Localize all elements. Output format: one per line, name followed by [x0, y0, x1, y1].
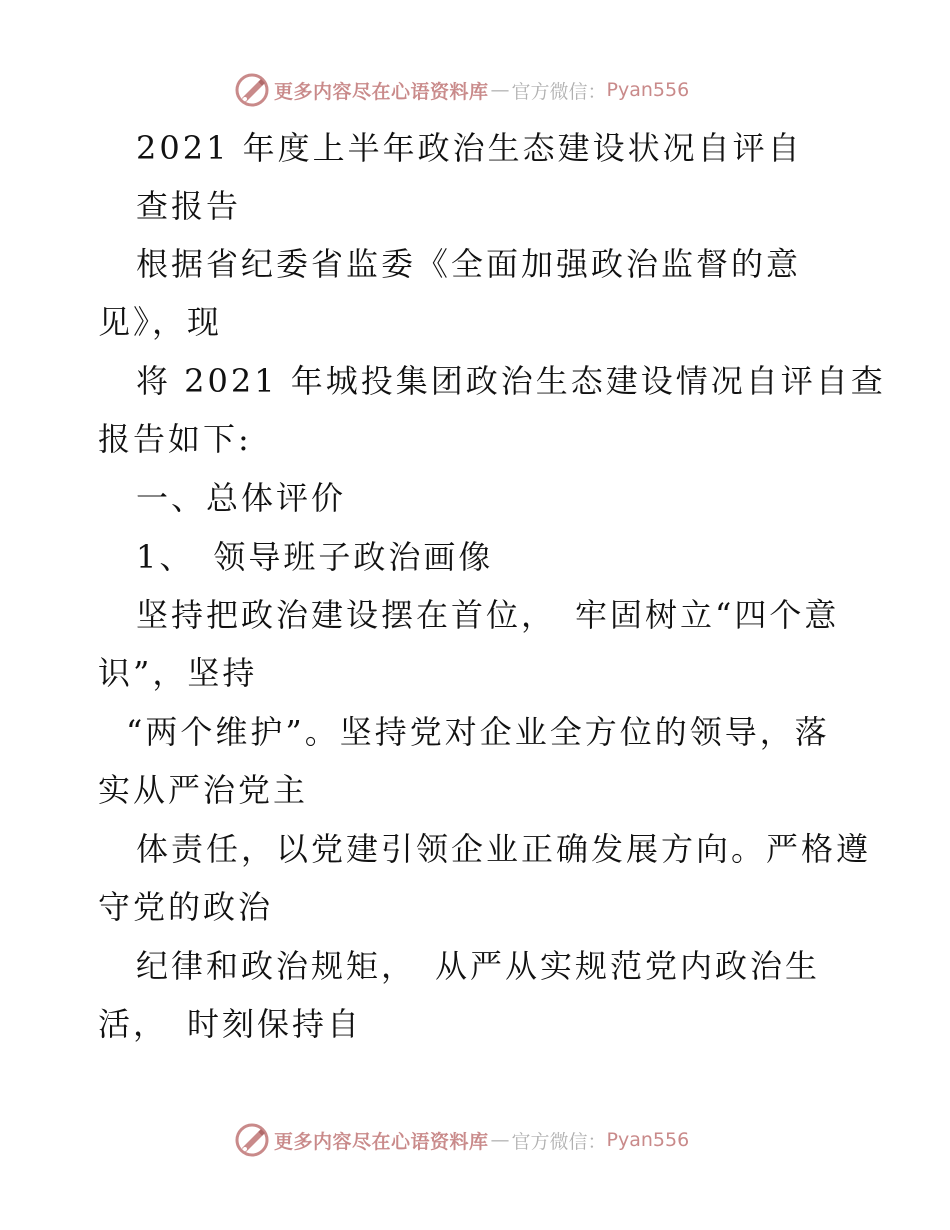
watermark-site-text: 更多内容尽在心语资料库 [274, 80, 489, 103]
watermark-wechat-label: 官方微信： [511, 80, 607, 103]
text-line: 体责任，以党建引领企业正确发展方向。严格遵 [136, 830, 872, 868]
text-line: 将 2021 年城投集团政治生态建设情况自评自查 [136, 362, 886, 400]
text-line: 根据省纪委省监委《全面加强政治监督的意 [136, 245, 802, 283]
text-line: 活， 时刻保持自 [98, 1005, 363, 1043]
subsection-heading: 1、 领导班子政治画像 [136, 538, 494, 576]
pen-logo-icon [234, 1122, 270, 1158]
text-line: 实从严治党主 [98, 771, 309, 809]
watermark-site-text: 更多内容尽在心语资料库 [274, 1130, 489, 1153]
document-title-line-1: 2021 年度上半年政治生态建设状况自评自 [136, 129, 803, 167]
watermark-wechat-id: Pyan556 [606, 79, 690, 101]
document-title-line-2: 查报告 [136, 187, 242, 225]
text-line: 纪律和政治规矩， 从严从实规范党内政治生 [136, 947, 821, 985]
watermark-wechat-label: 官方微信： [511, 1130, 607, 1153]
text-line: 报告如下: [98, 420, 252, 458]
text-line: 识”，坚持 [98, 654, 258, 692]
text-line: 守党的政治 [98, 888, 274, 926]
text-line: “两个维护”。坚持党对企业全方位的领导，落 [126, 713, 830, 751]
footer-watermark [234, 1120, 689, 1160]
watermark-separator: — [490, 1129, 510, 1151]
watermark-separator: — [490, 79, 510, 101]
watermark-wechat-id: Pyan556 [606, 1129, 690, 1151]
text-line: 坚持把政治建设摆在首位， 牢固树立“四个意 [136, 596, 840, 634]
text-line: 见》，现 [98, 303, 223, 341]
section-heading: 一、总体评价 [136, 479, 347, 517]
